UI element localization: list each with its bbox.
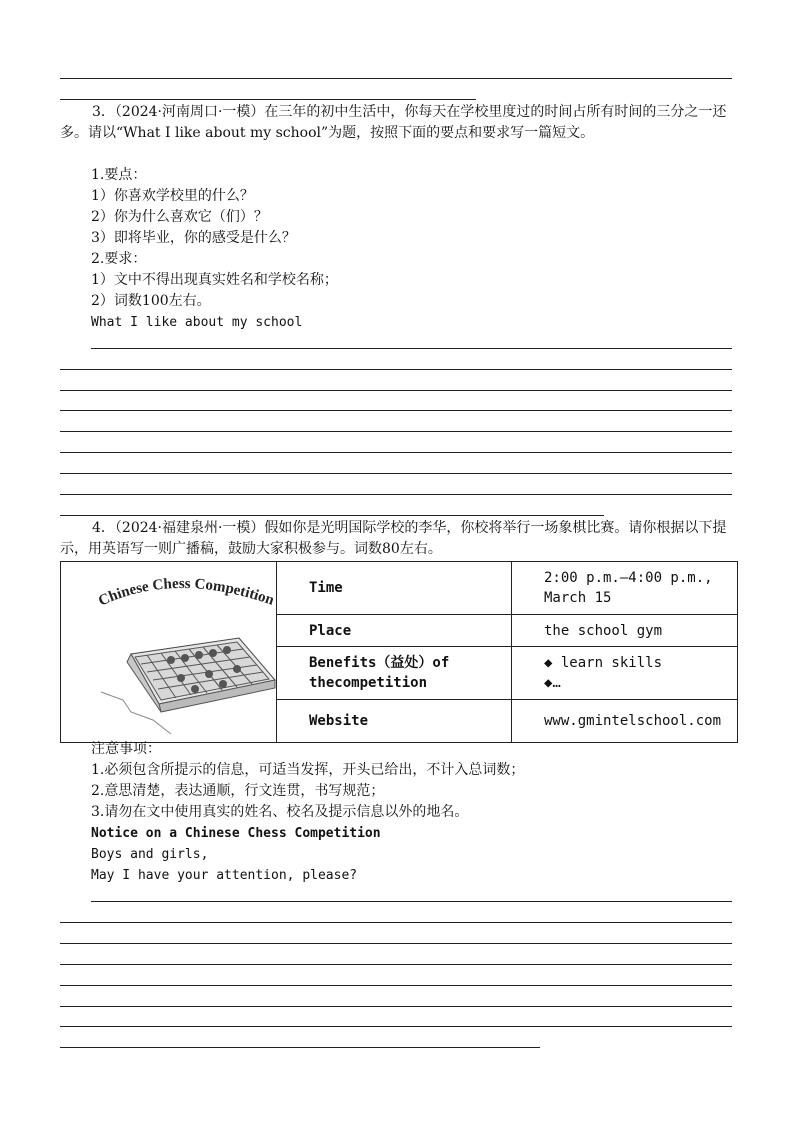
q4-note-3: 3.请勿在文中使用真实的姓名、校名及提示信息以外的地名。 [91, 804, 469, 820]
q4-greeting: Boys and girls, [91, 847, 209, 862]
benefits-label-text: Benefits（益处）of thecompetition [309, 655, 450, 692]
chess-board-icon [61, 562, 277, 738]
q3-points-title: 1.要点： [91, 167, 147, 183]
writing-line[interactable] [60, 985, 732, 986]
q4-opening: May I have your attention, please? [91, 868, 358, 883]
q3-req-title: 2.要求： [91, 251, 147, 267]
q4-notice-title: Notice on a Chinese Chess Competition [91, 826, 381, 841]
writing-line[interactable] [60, 1026, 732, 1027]
website-value: www.gmintelschool.com [512, 700, 738, 743]
time-value-text: 2:00 p.m.—4:00 p.m., March 15 [544, 569, 713, 606]
writing-line[interactable] [60, 410, 732, 411]
q3-intro: 3．（2024·河南周口·一模）在三年的初中生活中，你每天在学校里度过的时间占所有时间的三分之一还多。请以“What I like about my school”为题，按照下面的要点和要求写一篇短文。 [60, 104, 727, 141]
writing-line[interactable] [60, 943, 732, 944]
time-value [512, 562, 738, 615]
svg-text:Chinese Chess Competition [96, 576, 277, 610]
image-caption: Chinese Chess Competition [96, 575, 277, 610]
writing-line[interactable] [60, 922, 732, 923]
competition-info-table [60, 561, 738, 743]
website-label: Website [277, 700, 512, 743]
q3-point-2: 2）你为什么喜欢它（们）？ [91, 209, 268, 225]
writing-line[interactable] [91, 901, 732, 902]
time-label: Time [277, 562, 512, 615]
q4-notes-title: 注意事项： [91, 741, 161, 757]
place-value: the school gym [512, 614, 738, 647]
writing-line[interactable] [60, 964, 732, 965]
writing-line[interactable] [60, 390, 732, 391]
writing-line[interactable] [60, 452, 732, 453]
place-label: Place [277, 614, 512, 647]
writing-line[interactable] [60, 494, 732, 495]
q4-note-2: 2.意思清楚，表达通顺，行文连贯，书写规范； [91, 783, 385, 799]
q3-essay-title: What I like about my school [91, 315, 303, 330]
q4-intro: 4．（2024·福建泉州·一模）假如你是光明国际学校的李华，你校将举行一场象棋比赛。请你根据以下提示，用英语写一则广播稿，鼓励大家积极参与。词数80左右。 [60, 520, 727, 557]
writing-line[interactable] [60, 431, 732, 432]
benefit-item: ◆ learn skills [544, 655, 663, 672]
chess-image-cell [61, 562, 277, 743]
writing-line[interactable] [60, 369, 732, 370]
writing-line[interactable] [60, 515, 604, 516]
chess-board-image [61, 562, 276, 742]
writing-line[interactable] [60, 1047, 540, 1048]
benefits-value [512, 647, 738, 700]
answer-line [60, 78, 732, 79]
q3-req-1: 1）文中不得出现真实姓名和学校名称； [91, 272, 338, 288]
writing-line[interactable] [91, 348, 732, 349]
q3-req-2: 2）词数100左右。 [91, 293, 211, 309]
q4-note-1: 1.必须包含所提示的信息，可适当发挥，开头已给出，不计入总词数； [91, 762, 525, 778]
q3-point-3: 3）即将毕业，你的感受是什么？ [91, 230, 296, 246]
answer-line [60, 99, 476, 100]
benefit-item: ◆… [544, 675, 561, 692]
benefits-label [277, 647, 512, 700]
q3-point-1: 1）你喜欢学校里的什么？ [91, 188, 254, 204]
writing-line[interactable] [60, 1006, 732, 1007]
writing-line[interactable] [60, 473, 732, 474]
